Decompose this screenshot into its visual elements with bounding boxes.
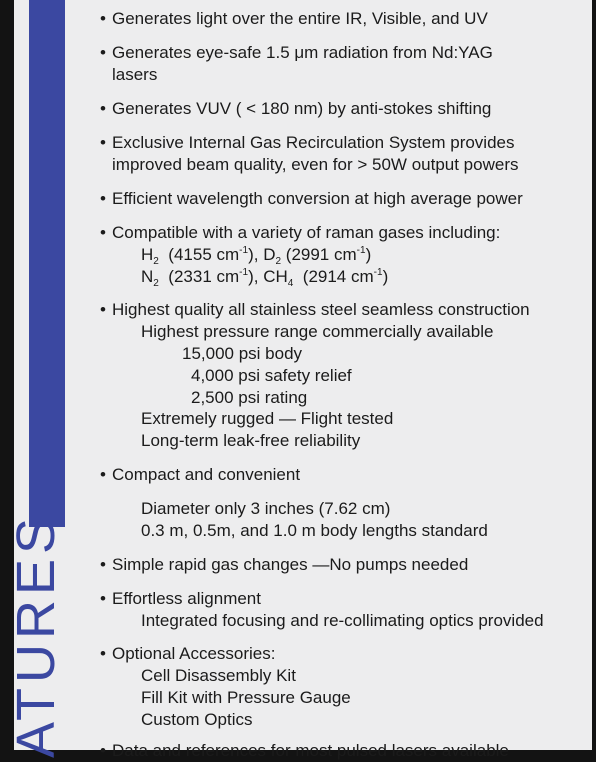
sub-item: Highest pressure range commercially available: [141, 322, 494, 341]
feature-item: • Compatible with a variety of raman gases including:: [112, 222, 500, 244]
sub-item: 4,000 psi safety relief: [191, 366, 352, 385]
feature-item: • Data and references for most pulsed lasers available: [112, 740, 509, 762]
feature-item: • Efficient wavelength conversion at high average power: [112, 188, 523, 210]
feature-item: • Highest quality all stainless steel seamless construction: [112, 299, 530, 321]
gas-n2: $N_2$ (2331 $cm^{-1}$),: [141, 267, 259, 289]
gas-list-row: [141, 266, 388, 288]
gas-list-row: [141, 244, 371, 266]
feature-item: • Optional Accessories:: [112, 643, 275, 665]
gas-d2: $D_2$ (2991 $cm^{-1}$): [263, 245, 372, 267]
feature-item: • Compact and convenient: [112, 464, 300, 486]
feature-item: • Generates light over the entire IR, Visible, and UV: [112, 8, 488, 30]
sub-item: Cell Disassembly Kit: [141, 666, 296, 685]
gas-h2: $H_2$ (4155 $cm^{-1}$),: [141, 245, 259, 267]
sub-item: Fill Kit with Pressure Gauge: [141, 688, 351, 707]
features-heading: ATURES: [6, 512, 66, 758]
sub-item: 0.3 m, 0.5m, and 1.0 m body lengths standard: [141, 521, 488, 540]
feature-item-continuation: improved beam quality, even for > 50W output powers: [112, 155, 519, 174]
sub-item: Diameter only 3 inches (7.62 cm): [141, 499, 391, 518]
sub-item: Integrated focusing and re-collimating optics provided: [141, 611, 544, 630]
feature-item: • Exclusive Internal Gas Recirculation System provides: [112, 132, 515, 154]
sub-item: Extremely rugged — Flight tested: [141, 409, 394, 428]
feature-item: • Simple rapid gas changes —No pumps needed: [112, 554, 468, 576]
sub-item: 15,000 psi body: [182, 344, 303, 363]
feature-item: • Generates eye-safe 1.5 μm radiation from Nd:YAG: [112, 42, 493, 64]
feature-item: • Generates VUV ( < 180 nm) by anti-stokes shifting: [112, 98, 491, 120]
feature-item-continuation: lasers: [112, 65, 158, 84]
sub-item: Custom Optics: [141, 710, 253, 729]
feature-item: • Effortless alignment: [112, 588, 261, 610]
sub-item: 2,500 psi rating: [191, 388, 308, 407]
sub-item: Long-term leak-free reliability: [141, 431, 361, 450]
gas-ch4: $CH_4$ (2914 $cm^{-1}$): [263, 267, 389, 289]
